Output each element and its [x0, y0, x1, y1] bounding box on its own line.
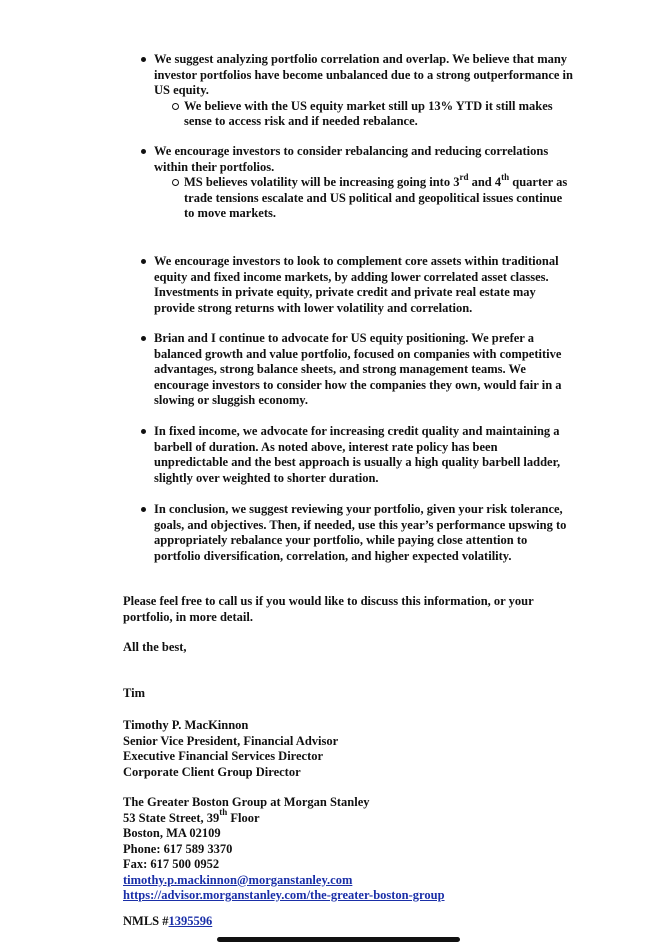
signer-short-name: Tim [123, 686, 145, 700]
signature-title-3: Corporate Client Group Director [123, 764, 301, 779]
bullet-correlation [154, 52, 574, 130]
bullet-text: In fixed income, we advocate for increasing credit quality and maintaining a barbell of duration. As noted above, interest rate policy has been unpredictable and the best approach is usually a high quality barbell ladder, slightly over weighted to shorter duration. [154, 424, 561, 485]
signature-title-1: Senior Vice President, Financial Advisor [123, 733, 339, 748]
nmls-label: NMLS # [123, 914, 169, 928]
phone-number[interactable]: Phone: 617 589 3370 [123, 841, 233, 856]
bullet-us-equity [154, 331, 574, 409]
bullet-list [154, 144, 574, 222]
closing-paragraph: Please feel free to call us if you would like to discuss this information, or your portfolio, in more detail. [123, 594, 534, 624]
bullet-text: We encourage investors to consider rebalancing and reducing correlations within their portfolios. [154, 144, 549, 174]
address-block [123, 795, 553, 904]
sub-bullet-text: We believe with the US equity market still up 13% YTD it still makes sense to access risk and if needed rebalance. [184, 98, 553, 128]
home-indicator[interactable] [217, 937, 460, 942]
superscript-rd: rd [459, 171, 469, 182]
bullet-text: We encourage investors to look to complement core assets within traditional equity and fixed income markets, by adding lower correlated asset classes. Investments in private equity, private credit and private real estate may provide strong returns with lower volatility and correlation. [154, 254, 559, 315]
sub-bullet-volatility [184, 171, 574, 222]
sub-bullet-text-a: MS believes volatility will be increasing going into 3 [184, 175, 460, 189]
sub-bullet-rebalance [184, 99, 574, 130]
signature-block [123, 718, 553, 780]
bullet-list [154, 52, 574, 130]
signature-title-2: Executive Financial Services Director [123, 749, 324, 763]
nmls-line [123, 914, 553, 930]
bullet-text: Brian and I continue to advocate for US equity positioning. We prefer a balanced growth and value portfolio, focused on companies with competitive advantages, strong balance sheets, and strong management teams. We encourage investors to consider how the companies they own, would fair in a slowing or sluggish economy. [154, 331, 562, 407]
city-state-zip: Boston, MA 02109 [123, 826, 221, 840]
website-link[interactable]: https://advisor.morganstanley.com/the-greater-boston-group [123, 888, 445, 902]
bullet-rebalancing [154, 144, 574, 222]
sub-bullet-text-b: and 4 [468, 175, 502, 189]
bullet-complement-assets [154, 254, 574, 316]
fax-number: Fax: 617 500 0952 [123, 857, 220, 871]
bullet-text: We suggest analyzing portfolio correlation and overlap. We believe that many investor portfolios have become unbalanced due to a strong outperformance in US equity. [154, 52, 573, 97]
bullet-list [154, 331, 574, 409]
street-address: 53 State Street, 39th Floor [123, 807, 260, 825]
bullet-list [154, 502, 574, 564]
sign-off: All the best, [123, 640, 187, 654]
firm-name: The Greater Boston Group at Morgan Stanley [123, 795, 370, 809]
bullet-conclusion [154, 502, 574, 564]
nmls-number-link[interactable]: 1395596 [168, 914, 213, 928]
sub-bullet-text-c: quarter as trade tensions escalate and US political and geopolitical issues continue to move markets. [184, 175, 568, 220]
bullet-list [154, 424, 574, 486]
bullet-fixed-income [154, 424, 574, 486]
email-link[interactable]: timothy.p.mackinnon@morganstanley.com [123, 872, 353, 887]
superscript-th: th [219, 807, 228, 818]
signature-name: Timothy P. MacKinnon [123, 718, 249, 732]
bullet-text: In conclusion, we suggest reviewing your portfolio, given your risk tolerance, goals, and objectives. Then, if needed, use this year’s performance upswing to appropriately rebalance your portfolio, while paying close attention to portfolio diversification, correlation, and higher expected volatility. [154, 502, 567, 563]
superscript-th: th [501, 171, 510, 182]
bullet-list [154, 254, 574, 316]
